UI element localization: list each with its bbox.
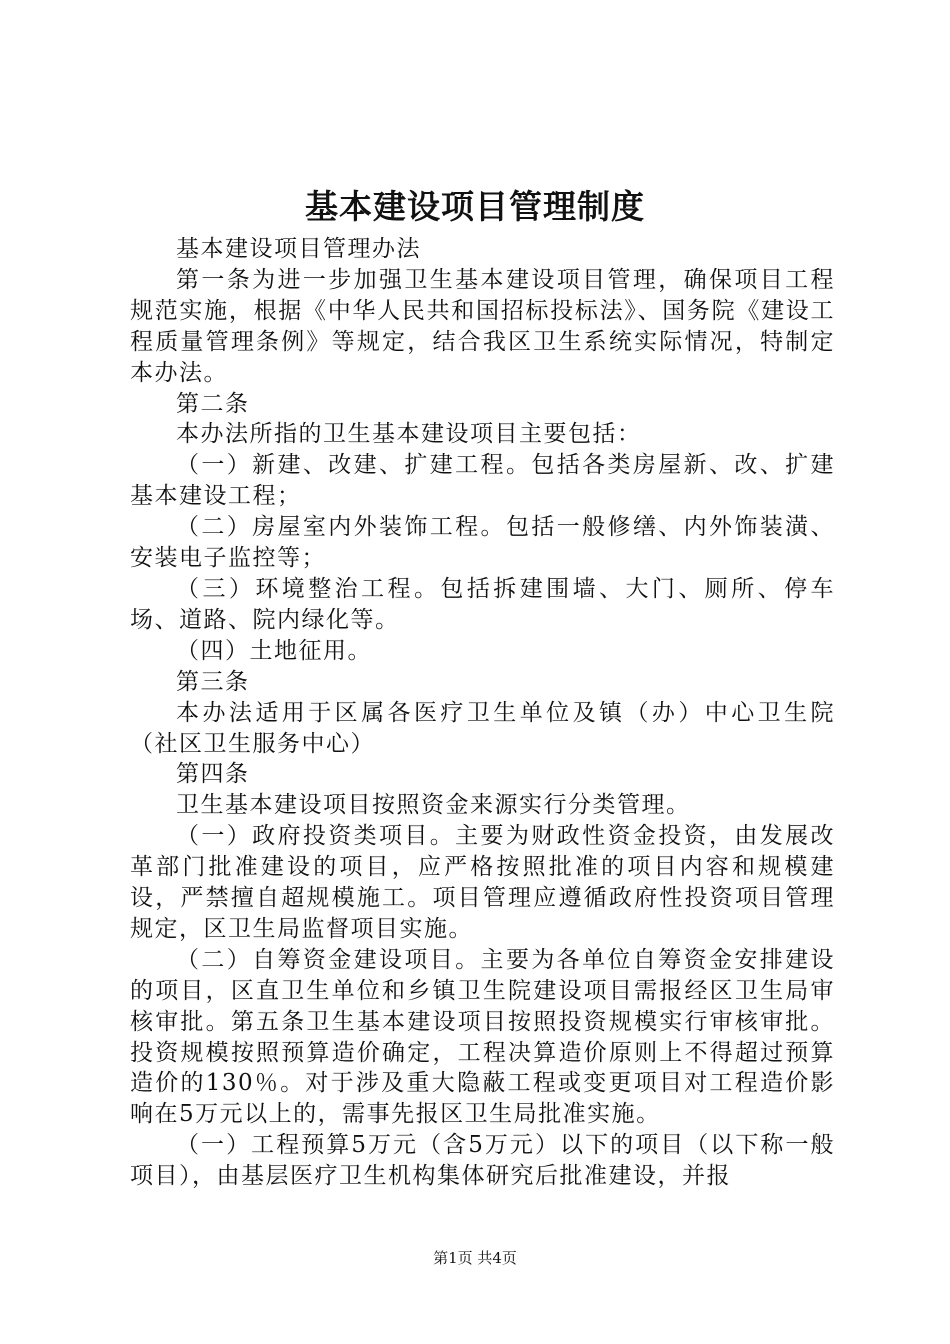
paragraph: 第一条为进一步加强卫生基本建设项目管理，确保项目工程规范实施，根据《中华人民共和国招标投标法》、国务院《建设工程质量管理条例》等规定，结合我区卫生系统实际情况，特制定本办法。 — [130, 266, 835, 386]
paragraph: 第三条 — [176, 668, 250, 695]
paragraph: （一）新建、改建、扩建工程。包括各类房屋新、改、扩建基本建设工程； — [130, 452, 835, 510]
paragraph: 第二条 — [176, 390, 250, 417]
document-title: 基本建设项目管理制度 — [305, 187, 645, 226]
paragraph: （二）自筹资金建设项目。主要为各单位自筹资金安排建设的项目，区直卫生单位和乡镇卫生院建设项目需报经区卫生局审核审批。第五条卫生基本建设项目按照投资规模实行审核审批。投资规模按照预算造价确定，工程决算造价原则上不得超过预算造价的130％。对于涉及重大隐蔽工程或变更项目对工程造价影响在5万元以上的，需事先报区卫生局批准实施。 — [130, 946, 835, 1128]
paragraph: （四）土地征用。 — [176, 637, 372, 664]
paragraph: 本办法适用于区属各医疗卫生单位及镇（办）中心卫生院（社区卫生服务中心） — [130, 699, 835, 757]
paragraph: 本办法所指的卫生基本建设项目主要包括： — [176, 421, 642, 448]
page-number-footer: 第1页 共4页 — [433, 1249, 517, 1267]
paragraph: （二）房屋室内外装饰工程。包括一般修缮、内外饰装潢、安装电子监控等； — [130, 514, 835, 572]
paragraph: 卫生基本建设项目按照资金来源实行分类管理。 — [176, 792, 691, 819]
paragraph: 基本建设项目管理办法 — [176, 236, 421, 262]
document-body — [130, 234, 835, 1192]
paragraph: （一）工程预算5万元（含5万元）以下的项目（以下称一般项目），由基层医疗卫生机构集体研究后批准建设，并报 — [130, 1132, 835, 1190]
paragraph: （一）政府投资类项目。主要为财政性资金投资，由发展改革部门批准建设的项目，应严格按照批准的项目内容和规模建设，严禁擅自超规模施工。项目管理应遵循政府性投资项目管理规定，区卫生局监督项目实施。 — [130, 823, 835, 942]
paragraph: （三）环境整治工程。包括拆建围墙、大门、厕所、停车场、道路、院内绿化等。 — [130, 575, 835, 633]
paragraph: 第四条 — [176, 761, 250, 788]
